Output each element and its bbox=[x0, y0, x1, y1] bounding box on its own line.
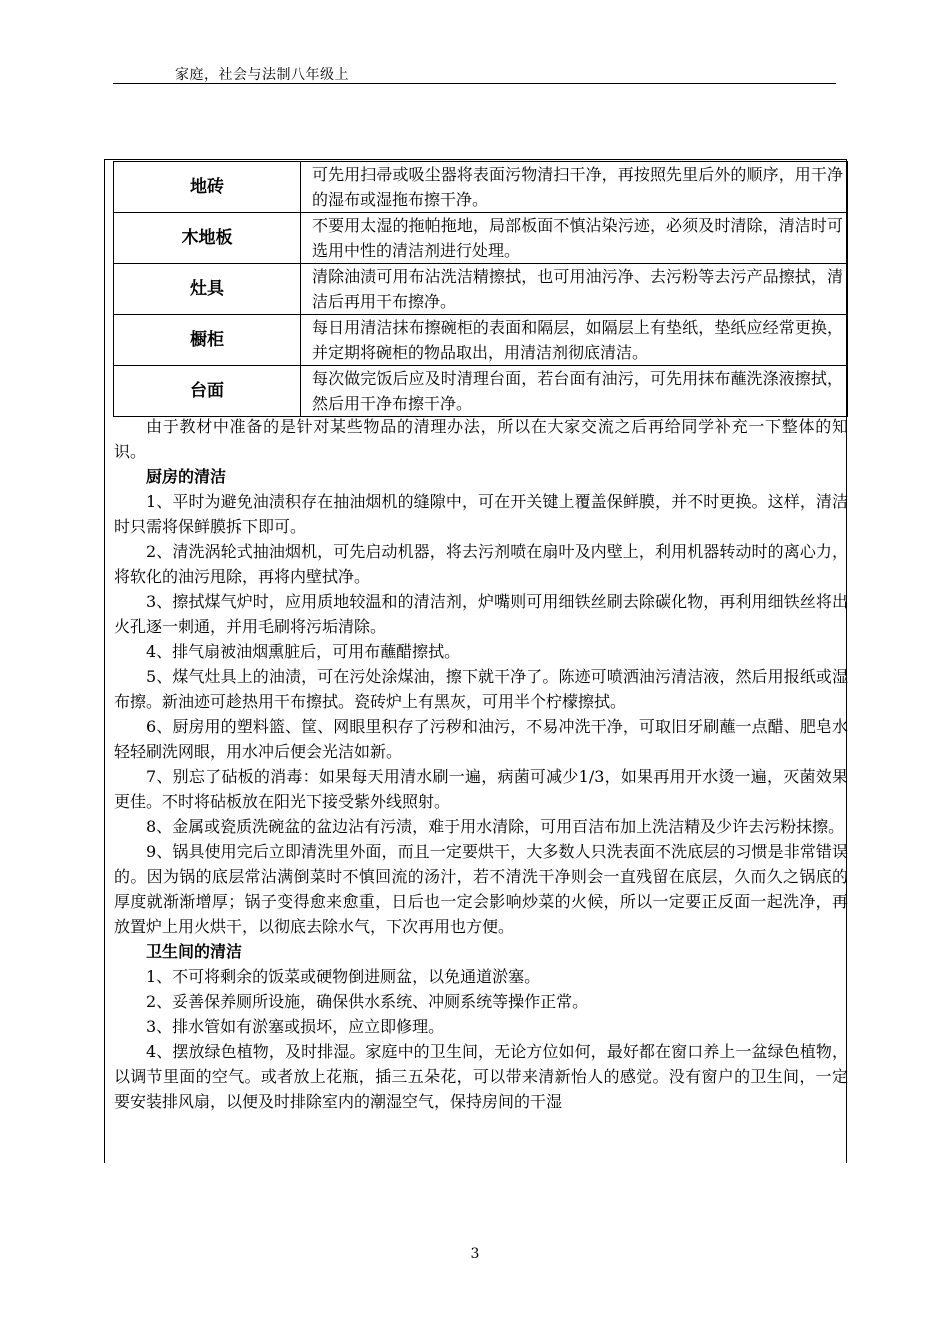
table-row bbox=[114, 315, 848, 366]
page-number: 3 bbox=[470, 1246, 480, 1262]
item-cell: 台面 bbox=[114, 366, 301, 417]
bathroom-tip: 3、排水管如有淤塞或损坏，应立即修理。 bbox=[146, 1017, 445, 1036]
bathroom-tip: 1、不可将剩余的饭菜或硬物倒进厕盆，以免通道淤塞。 bbox=[146, 967, 541, 986]
bathroom-tip: 4、摆放绿色植物，及时排湿。家庭中的卫生间，无论方位如何，最好都在窗口养上一盆绿色植物，以调节里面的空气。或者放上花瓶，插三五朵花，可以带来清新怡人的感觉。没有窗户的卫生间，一定要安装排风扇，以便及时排除室内的潮湿空气，保持房间的干湿 bbox=[114, 1042, 848, 1111]
intro-paragraph: 由于教材中准备的是针对某些物品的清理办法，所以在大家交流之后再给同学补充一下整体的知识。 bbox=[114, 417, 848, 461]
body-text bbox=[114, 414, 848, 1114]
kitchen-tip: 7、别忘了砧板的消毒：如果每天用清水刷一遍，病菌可减少1/3，如果再用开水烫一遍，灭菌效果更佳。不时将砧板放在阳光下接受紫外线照射。 bbox=[114, 767, 848, 811]
header-rule bbox=[113, 83, 836, 84]
bathroom-tip: 2、妥善保养厕所设施，确保供水系统、冲厕系统等操作正常。 bbox=[146, 992, 589, 1011]
kitchen-tip: 1、平时为避免油渍积存在抽油烟机的缝隙中，可在开关键上覆盖保鲜膜，并不时更换。这样，清洁时只需将保鲜膜拆下即可。 bbox=[114, 492, 848, 536]
method-cell: 清除油渍可用布沾洗洁精擦拭，也可用油污净、去污粉等去污产品擦拭，清洁后再用干布擦净。 bbox=[301, 264, 848, 315]
kitchen-tip: 9、锅具使用完后立即清洗里外面，而且一定要烘干，大多数人只洗表面不洗底层的习惯是非常错误的。因为锅的底层常沾满倒菜时不慎回流的汤汁，若不清洗干净则会一直残留在底层，久而久之锅底的厚度就渐渐增厚；锅子变得愈来愈重，日后也一定会影响炒菜的火候，所以一定要正反面一起洗净，再放置炉上用火烘干，以彻底去除水气，下次再用也方便。 bbox=[114, 842, 848, 936]
kitchen-tip: 3、擦拭煤气炉时，应用质地较温和的清洁剂，炉嘴则可用细铁丝刷去除碳化物，再利用细铁丝将出火孔逐一刺通，并用毛刷将污垢清除。 bbox=[114, 592, 848, 636]
table-row bbox=[114, 162, 848, 213]
cleaning-table bbox=[113, 161, 848, 417]
item-cell: 橱柜 bbox=[114, 315, 301, 366]
item-cell: 木地板 bbox=[114, 213, 301, 264]
kitchen-tip: 8、金属或瓷质洗碗盆的盆边沾有污渍，难于用水清除，可用百洁布加上洗洁精及少许去污粉抹擦。 bbox=[146, 817, 845, 836]
kitchen-tip: 2、清洗涡轮式抽油烟机，可先启动机器，将去污剂喷在扇叶及内壁上，利用机器转动时的离心力，将软化的油污甩除，再将内壁拭净。 bbox=[114, 542, 848, 586]
method-cell: 不要用太湿的拖帕拖地，局部板面不慎沾染污迹，必须及时清除，清洁时可选用中性的清洁剂进行处理。 bbox=[301, 213, 848, 264]
item-cell: 地砖 bbox=[114, 162, 301, 213]
method-cell: 可先用扫帚或吸尘器将表面污物清扫干净，再按照先里后外的顺序，用干净的湿布或湿拖布擦干净。 bbox=[301, 162, 848, 213]
method-cell: 每次做完饭后应及时清理台面，若台面有油污，可先用抹布蘸洗涤液擦拭，然后用干净布擦干净。 bbox=[301, 366, 848, 417]
kitchen-tip: 6、厨房用的塑料篮、筐、网眼里积存了污秽和油污，不易冲洗干净，可取旧牙刷蘸一点醋、肥皂水轻轻刷洗网眼，用水冲后便会光洁如新。 bbox=[114, 717, 848, 761]
item-cell: 灶具 bbox=[114, 264, 301, 315]
running-header: 家庭，社会与法制八年级上 bbox=[175, 67, 349, 83]
table-row bbox=[114, 213, 848, 264]
table-row bbox=[114, 264, 848, 315]
kitchen-tip: 5、煤气灶具上的油渍，可在污处涂煤油，擦下就干净了。陈迹可喷洒油污清洁液，然后用报纸或湿布擦。新油迹可趁热用干布擦拭。瓷砖炉上有黑灰，可用半个柠檬擦拭。 bbox=[114, 667, 848, 711]
table-row bbox=[114, 366, 848, 417]
bathroom-heading: 卫生间的清洁 bbox=[146, 942, 243, 961]
method-cell: 每日用清洁抹布擦碗柜的表面和隔层，如隔层上有垫纸，垫纸应经常更换，并定期将碗柜的物品取出，用清洁剂彻底清洁。 bbox=[301, 315, 848, 366]
kitchen-tip: 4、排气扇被油烟熏脏后，可用布蘸醋擦拭。 bbox=[146, 642, 461, 661]
kitchen-heading: 厨房的清洁 bbox=[146, 467, 227, 486]
